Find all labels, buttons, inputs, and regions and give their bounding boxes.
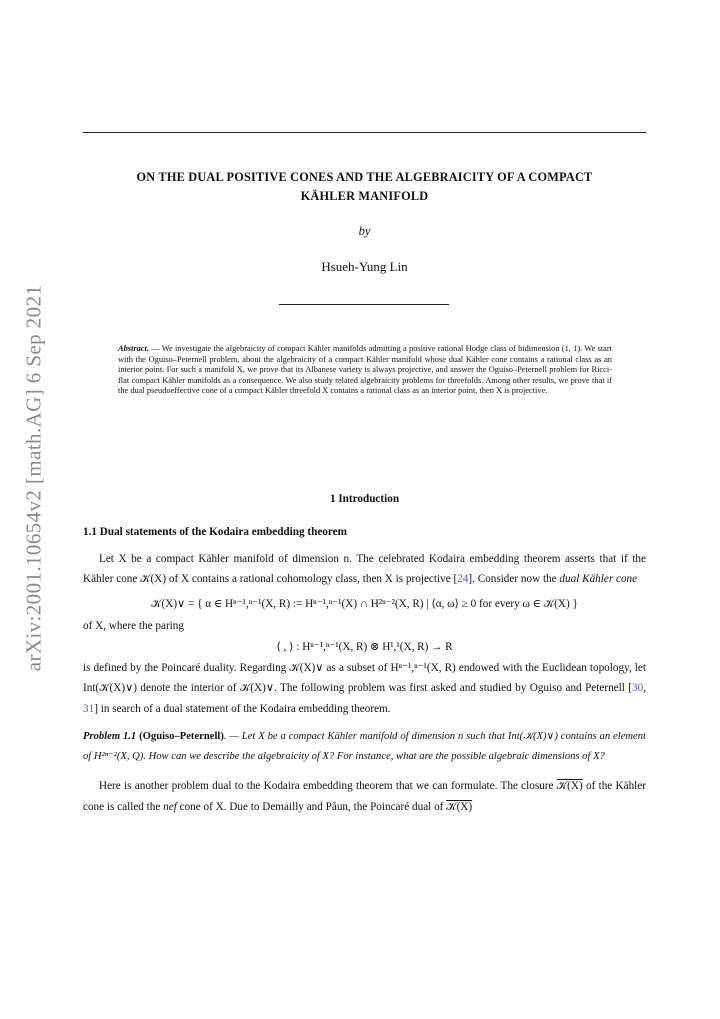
abstract <box>118 344 612 397</box>
paragraph-3-text-a: is defined by the Poincaré duality. Regarding 𝒦(X)∨ as a subset of Hⁿ⁻¹,ⁿ⁻¹(X, R) endowed with the Euclidean topology, let Int(𝒦(X)∨) denote the interior of 𝒦(X)∨. The following problem was first asked and studied by Oguiso and Peternell [ <box>83 661 646 695</box>
paper-title <box>83 168 646 206</box>
equation-dual-kahler-cone: 𝒦(X)∨ = { α ∈ Hⁿ⁻¹,ⁿ⁻¹(X, R) := Hⁿ⁻¹,ⁿ⁻¹(X) ∩ H²ⁿ⁻²(X, R) | ⟨α, ω⟩ ≥ 0 for every ω ∈ 𝒦(X) } <box>151 597 578 610</box>
title-line-2: KÄHLER MANIFOLD <box>300 189 429 203</box>
problem-attribution: (Oguiso–Peternell) <box>136 731 224 743</box>
citation-30[interactable]: 30 <box>632 682 644 695</box>
paragraph-1 <box>83 549 646 590</box>
citation-31[interactable]: 31 <box>83 702 95 715</box>
citation-24[interactable]: 24 <box>457 573 469 586</box>
title-line-1: ON THE DUAL POSITIVE CONES AND THE ALGEBRAICITY OF A COMPACT <box>136 170 593 184</box>
section-heading-introduction: 1 Introduction <box>329 493 400 505</box>
paragraph-4-text-b: of the Kähler cone is called the <box>83 780 646 813</box>
problem-label <box>83 731 224 742</box>
separator-rule <box>279 304 449 305</box>
problem-text: . — Let X be a compact Kähler manifold of dimension n such that Int(𝒦(X)∨) contains an element of H²ⁿ⁻²(X, Q). How can we describe the algebraicity of X? For instance, what are the possible algebraic dimensions of X? <box>83 731 646 762</box>
equation-pairing: ⟨ , ⟩ : Hⁿ⁻¹,ⁿ⁻¹(X, R) ⊗ H¹,¹(X, R) → R <box>276 640 453 653</box>
arxiv-identifier-sidebar: arXiv:2001.10654v2 [math.AG] 6 Sep 2021 <box>21 284 46 672</box>
paragraph-3 <box>83 658 646 720</box>
abstract-text: — We investigate the algebraicity of compact Kähler manifolds admitting a positive rational Hodge class of bidimension (1, 1). We start with the Oguiso–Peternell problem, about the algebraicity of a compact Kähler manifold whose dual Kähler cone contains a rational class as an interior point. For such a manifold X, we prove that its Albanese variety is always projective, and answer the Oguiso–Peternell problem for Ricci-flat compact Kähler manifolds as a consequence. We also study related algebraicity problems for threefolds. Among other results, we prove that if the dual pseudoeffective cone of a compact Kähler threefold X contains a rational class as an interior point, then X is projective. <box>118 344 612 396</box>
problem-1-1 <box>83 727 646 766</box>
paragraph-2: of X, where the paring <box>83 620 184 633</box>
paragraph-4-text-a: Here is another problem dual to the Kodaira embedding theorem that we can formulate. The closure <box>99 780 557 793</box>
by-line: by <box>358 224 371 238</box>
nef-term: nef <box>163 800 177 813</box>
paragraph-4-text-c: cone of X. Due to Demailly and Păun, the Poincaré dual of <box>176 800 447 813</box>
paragraph-3-text-b: ] in search of a dual statement of the Kodaira embedding theorem. <box>94 702 391 715</box>
nef-cone-closure-symbol-2: 𝒦(X) <box>446 800 473 813</box>
author-name: Hsueh-Yung Lin <box>321 259 408 274</box>
abstract-label: Abstract. <box>118 344 149 353</box>
paragraph-4 <box>83 776 646 817</box>
top-rule <box>83 132 646 133</box>
paragraph-1-text-a: Let X be a compact Kähler manifold of dimension n. The celebrated Kodaira embedding theorem asserts that if the Kähler cone 𝒦(X) of X contains a rational cohomology class, then X is projective [ <box>83 552 646 586</box>
nef-cone-closure-symbol: 𝒦(X) <box>556 780 583 793</box>
dual-kahler-cone-term: dual Kähler cone <box>559 573 638 586</box>
subsection-heading: 1.1 Dual statements of the Kodaira embedding theorem <box>83 526 347 538</box>
main-text <box>83 522 646 818</box>
problem-number: Problem 1.1 <box>83 731 137 743</box>
paragraph-1-text-b: ]. Consider now the <box>468 573 560 586</box>
citation-separator: , <box>643 682 646 695</box>
